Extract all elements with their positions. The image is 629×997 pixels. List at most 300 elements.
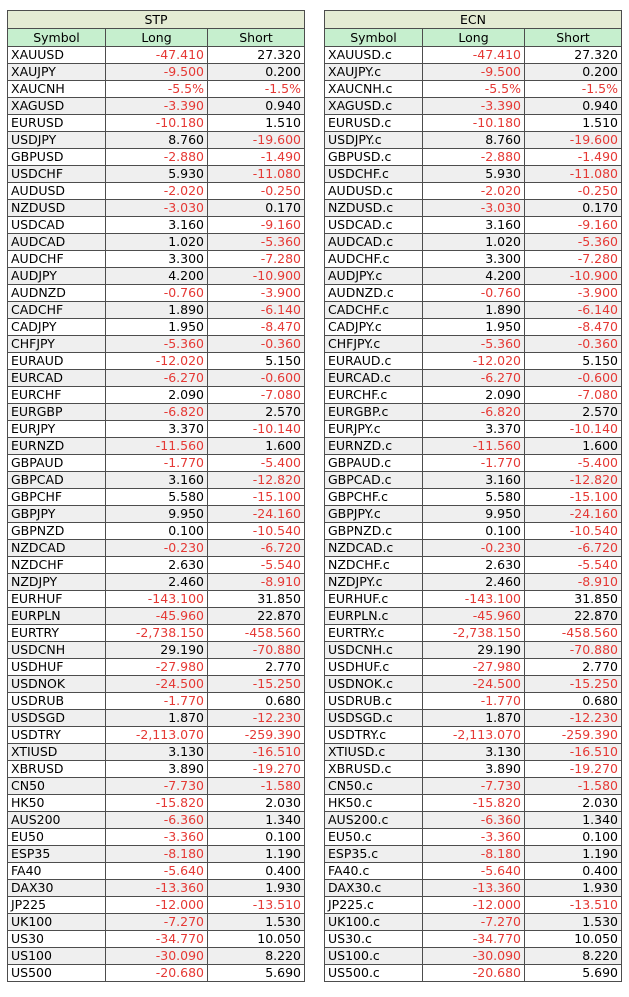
- short-swap-cell: 2.030: [525, 795, 622, 812]
- symbol-cell: NZDJPY: [8, 574, 106, 591]
- table-row: [8, 47, 305, 64]
- symbol-cell: USDCAD.c: [325, 217, 423, 234]
- table-row: [8, 897, 305, 914]
- symbol-cell: EURUSD.c: [325, 115, 423, 132]
- long-swap-cell: -0.230: [423, 540, 525, 557]
- table-row: [325, 948, 622, 965]
- table-row: [8, 846, 305, 863]
- long-swap-cell: -3.360: [106, 829, 208, 846]
- short-swap-cell: -6.720: [525, 540, 622, 557]
- long-swap-cell: -7.270: [423, 914, 525, 931]
- symbol-cell: HK50: [8, 795, 106, 812]
- table-row: [325, 336, 622, 353]
- symbol-cell: AUDCHF: [8, 251, 106, 268]
- short-swap-cell: -3.900: [208, 285, 305, 302]
- long-swap-cell: 4.200: [423, 268, 525, 285]
- long-swap-cell: -3.030: [106, 200, 208, 217]
- table-row: [325, 557, 622, 574]
- short-swap-cell: -1.490: [208, 149, 305, 166]
- symbol-cell: XTIUSD.c: [325, 744, 423, 761]
- table-row: [8, 863, 305, 880]
- long-swap-cell: 5.580: [423, 489, 525, 506]
- long-swap-cell: -8.180: [106, 846, 208, 863]
- table-row: [8, 965, 305, 982]
- long-swap-cell: -2.020: [106, 183, 208, 200]
- symbol-cell: USDSGD: [8, 710, 106, 727]
- short-swap-cell: -16.510: [525, 744, 622, 761]
- table-row: [325, 574, 622, 591]
- table-row: [8, 914, 305, 931]
- long-swap-cell: -5.5%: [423, 81, 525, 98]
- short-swap-cell: -0.360: [525, 336, 622, 353]
- symbol-cell: EURPLN: [8, 608, 106, 625]
- long-swap-cell: 1.870: [423, 710, 525, 727]
- table-row: [325, 812, 622, 829]
- table-row: [8, 880, 305, 897]
- long-swap-cell: -6.270: [106, 370, 208, 387]
- table-row: [8, 710, 305, 727]
- long-swap-cell: -13.360: [106, 880, 208, 897]
- symbol-cell: AUDUSD.c: [325, 183, 423, 200]
- long-swap-cell: -11.560: [106, 438, 208, 455]
- symbol-cell: GBPCAD: [8, 472, 106, 489]
- symbol-cell: NZDJPY.c: [325, 574, 423, 591]
- short-swap-cell: -19.600: [525, 132, 622, 149]
- short-swap-cell: -12.230: [525, 710, 622, 727]
- long-swap-cell: -3.390: [106, 98, 208, 115]
- table-row: [325, 183, 622, 200]
- symbol-cell: EURGBP: [8, 404, 106, 421]
- table-row: [325, 98, 622, 115]
- short-swap-cell: -1.580: [208, 778, 305, 795]
- short-swap-cell: 2.570: [208, 404, 305, 421]
- long-swap-cell: 3.890: [423, 761, 525, 778]
- long-swap-cell: -47.410: [423, 47, 525, 64]
- long-swap-cell: -1.770: [106, 693, 208, 710]
- symbol-cell: XBRUSD: [8, 761, 106, 778]
- symbol-cell: USDHUF.c: [325, 659, 423, 676]
- short-swap-cell: -7.280: [525, 251, 622, 268]
- symbol-cell: GBPJPY: [8, 506, 106, 523]
- table-row: [8, 149, 305, 166]
- short-swap-cell: -24.160: [525, 506, 622, 523]
- symbol-cell: FA40: [8, 863, 106, 880]
- long-swap-cell: 3.130: [106, 744, 208, 761]
- symbol-cell: EU50: [8, 829, 106, 846]
- table-row: [8, 812, 305, 829]
- table-row: [325, 523, 622, 540]
- column-header-short: Short: [525, 29, 622, 47]
- short-swap-cell: -10.140: [208, 421, 305, 438]
- table-row: [325, 642, 622, 659]
- table-row: [325, 319, 622, 336]
- symbol-cell: XAGUSD: [8, 98, 106, 115]
- long-swap-cell: -12.000: [423, 897, 525, 914]
- table-row: [8, 268, 305, 285]
- long-swap-cell: -11.560: [423, 438, 525, 455]
- long-swap-cell: -2,738.150: [423, 625, 525, 642]
- symbol-cell: GBPCHF: [8, 489, 106, 506]
- symbol-cell: EURUSD: [8, 115, 106, 132]
- long-swap-cell: -12.020: [106, 353, 208, 370]
- symbol-cell: US500: [8, 965, 106, 982]
- table-row: [8, 421, 305, 438]
- short-swap-cell: -10.540: [525, 523, 622, 540]
- table-row: [325, 897, 622, 914]
- symbol-cell: GBPUSD: [8, 149, 106, 166]
- symbol-cell: CADCHF.c: [325, 302, 423, 319]
- short-swap-cell: -7.080: [525, 387, 622, 404]
- symbol-cell: USDTRY.c: [325, 727, 423, 744]
- symbol-cell: CADJPY.c: [325, 319, 423, 336]
- long-swap-cell: -3.360: [423, 829, 525, 846]
- long-swap-cell: -24.500: [106, 676, 208, 693]
- table-row: [8, 761, 305, 778]
- short-swap-cell: -7.080: [208, 387, 305, 404]
- long-swap-cell: -1.770: [423, 455, 525, 472]
- short-swap-cell: -5.540: [525, 557, 622, 574]
- symbol-cell: AUDNZD.c: [325, 285, 423, 302]
- long-swap-cell: -12.020: [423, 353, 525, 370]
- table-row: [8, 659, 305, 676]
- symbol-cell: EURHUF.c: [325, 591, 423, 608]
- symbol-cell: EURCAD: [8, 370, 106, 387]
- short-swap-cell: 10.050: [525, 931, 622, 948]
- symbol-cell: EURNZD.c: [325, 438, 423, 455]
- long-swap-cell: 2.090: [423, 387, 525, 404]
- short-swap-cell: -1.580: [525, 778, 622, 795]
- short-swap-cell: -24.160: [208, 506, 305, 523]
- long-swap-cell: 5.580: [106, 489, 208, 506]
- symbol-cell: NZDCAD.c: [325, 540, 423, 557]
- table-row: [8, 931, 305, 948]
- short-swap-cell: -259.390: [208, 727, 305, 744]
- short-swap-cell: 5.150: [525, 353, 622, 370]
- long-swap-cell: 3.300: [423, 251, 525, 268]
- long-swap-cell: -2.880: [423, 149, 525, 166]
- table-row: [325, 880, 622, 897]
- table-row: [8, 642, 305, 659]
- symbol-cell: USDRUB: [8, 693, 106, 710]
- symbol-cell: AUDCHF.c: [325, 251, 423, 268]
- table-row: [8, 183, 305, 200]
- symbol-cell: AUDUSD: [8, 183, 106, 200]
- long-swap-cell: 5.930: [106, 166, 208, 183]
- short-swap-cell: 8.220: [525, 948, 622, 965]
- long-swap-cell: -13.360: [423, 880, 525, 897]
- long-swap-cell: -12.000: [106, 897, 208, 914]
- short-swap-cell: 0.680: [525, 693, 622, 710]
- table-row: [325, 455, 622, 472]
- symbol-cell: US30: [8, 931, 106, 948]
- short-swap-cell: 1.530: [208, 914, 305, 931]
- symbol-cell: GBPUSD.c: [325, 149, 423, 166]
- short-swap-cell: -12.820: [208, 472, 305, 489]
- symbol-cell: USDHUF: [8, 659, 106, 676]
- long-swap-cell: -20.680: [423, 965, 525, 982]
- short-swap-cell: -70.880: [208, 642, 305, 659]
- symbol-cell: EURAUD.c: [325, 353, 423, 370]
- table-row: [325, 676, 622, 693]
- short-swap-cell: -5.360: [208, 234, 305, 251]
- short-swap-cell: -10.140: [525, 421, 622, 438]
- short-swap-cell: -8.470: [525, 319, 622, 336]
- table-row: [325, 438, 622, 455]
- symbol-cell: JP225.c: [325, 897, 423, 914]
- long-swap-cell: -30.090: [423, 948, 525, 965]
- symbol-cell: NZDCHF.c: [325, 557, 423, 574]
- long-swap-cell: -45.960: [423, 608, 525, 625]
- symbol-cell: GBPAUD.c: [325, 455, 423, 472]
- short-swap-cell: 22.870: [525, 608, 622, 625]
- short-swap-cell: -12.230: [208, 710, 305, 727]
- long-swap-cell: 1.870: [106, 710, 208, 727]
- short-swap-cell: 2.770: [208, 659, 305, 676]
- symbol-cell: EURTRY.c: [325, 625, 423, 642]
- symbol-cell: EURGBP.c: [325, 404, 423, 421]
- short-swap-cell: 1.510: [208, 115, 305, 132]
- short-swap-cell: -6.720: [208, 540, 305, 557]
- table-row: [8, 200, 305, 217]
- short-swap-cell: 22.870: [208, 608, 305, 625]
- short-swap-cell: 2.770: [525, 659, 622, 676]
- symbol-cell: EURPLN.c: [325, 608, 423, 625]
- symbol-cell: NZDUSD.c: [325, 200, 423, 217]
- symbol-cell: US100.c: [325, 948, 423, 965]
- symbol-cell: XAUJPY: [8, 64, 106, 81]
- table-row: [325, 931, 622, 948]
- table-row: [325, 47, 622, 64]
- long-swap-cell: 2.460: [106, 574, 208, 591]
- long-swap-cell: 2.090: [106, 387, 208, 404]
- column-header-symbol: Symbol: [8, 29, 106, 47]
- short-swap-cell: -10.540: [208, 523, 305, 540]
- table-row: [8, 574, 305, 591]
- short-swap-cell: 1.510: [525, 115, 622, 132]
- long-swap-cell: -0.760: [106, 285, 208, 302]
- long-swap-cell: -34.770: [106, 931, 208, 948]
- symbol-cell: DAX30.c: [325, 880, 423, 897]
- table-row: [325, 914, 622, 931]
- long-swap-cell: -7.730: [423, 778, 525, 795]
- table-row: [325, 693, 622, 710]
- long-swap-cell: 29.190: [423, 642, 525, 659]
- long-swap-cell: -0.230: [106, 540, 208, 557]
- symbol-cell: USDSGD.c: [325, 710, 423, 727]
- short-swap-cell: 0.100: [525, 829, 622, 846]
- long-swap-cell: 9.950: [106, 506, 208, 523]
- ecn-swap-table: [324, 10, 622, 982]
- short-swap-cell: 10.050: [208, 931, 305, 948]
- long-swap-cell: -2.880: [106, 149, 208, 166]
- table-row: [325, 489, 622, 506]
- long-swap-cell: -3.030: [423, 200, 525, 217]
- long-swap-cell: -0.760: [423, 285, 525, 302]
- symbol-cell: USDJPY.c: [325, 132, 423, 149]
- long-swap-cell: 3.370: [106, 421, 208, 438]
- symbol-cell: USDCHF: [8, 166, 106, 183]
- short-swap-cell: -0.600: [208, 370, 305, 387]
- table-row: [8, 778, 305, 795]
- table-row: [325, 591, 622, 608]
- symbol-cell: USDCNH: [8, 642, 106, 659]
- symbol-cell: USDRUB.c: [325, 693, 423, 710]
- symbol-cell: AUDJPY: [8, 268, 106, 285]
- long-swap-cell: -2,738.150: [106, 625, 208, 642]
- symbol-cell: EURNZD: [8, 438, 106, 455]
- symbol-cell: UK100: [8, 914, 106, 931]
- table-row: [325, 370, 622, 387]
- long-swap-cell: -3.390: [423, 98, 525, 115]
- table-row: [325, 421, 622, 438]
- short-swap-cell: 1.340: [525, 812, 622, 829]
- symbol-cell: USDCHF.c: [325, 166, 423, 183]
- table-row: [325, 81, 622, 98]
- long-swap-cell: -6.270: [423, 370, 525, 387]
- short-swap-cell: 8.220: [208, 948, 305, 965]
- long-swap-cell: 3.130: [423, 744, 525, 761]
- long-swap-cell: -5.360: [423, 336, 525, 353]
- symbol-cell: EURCHF.c: [325, 387, 423, 404]
- symbol-cell: CADCHF: [8, 302, 106, 319]
- table-row: [8, 81, 305, 98]
- short-swap-cell: 1.340: [208, 812, 305, 829]
- long-swap-cell: -1.770: [423, 693, 525, 710]
- symbol-cell: US500.c: [325, 965, 423, 982]
- symbol-cell: US100: [8, 948, 106, 965]
- symbol-cell: USDCAD: [8, 217, 106, 234]
- column-header-long: Long: [106, 29, 208, 47]
- table-row: [325, 625, 622, 642]
- long-swap-cell: -10.180: [423, 115, 525, 132]
- table-row: [325, 795, 622, 812]
- short-swap-cell: -0.250: [525, 183, 622, 200]
- symbol-cell: XAUCNH.c: [325, 81, 423, 98]
- symbol-cell: USDNOK: [8, 676, 106, 693]
- long-swap-cell: 0.100: [423, 523, 525, 540]
- long-swap-cell: 3.160: [423, 217, 525, 234]
- short-swap-cell: 1.530: [525, 914, 622, 931]
- symbol-cell: GBPJPY.c: [325, 506, 423, 523]
- long-swap-cell: -6.820: [423, 404, 525, 421]
- long-swap-cell: 8.760: [423, 132, 525, 149]
- table-row: [325, 506, 622, 523]
- long-swap-cell: -5.5%: [106, 81, 208, 98]
- short-swap-cell: -1.490: [525, 149, 622, 166]
- column-header-long: Long: [423, 29, 525, 47]
- symbol-cell: AUDCAD: [8, 234, 106, 251]
- table-row: [8, 455, 305, 472]
- long-swap-cell: 1.020: [106, 234, 208, 251]
- long-swap-cell: -15.820: [423, 795, 525, 812]
- symbol-cell: ESP35.c: [325, 846, 423, 863]
- long-swap-cell: -27.980: [423, 659, 525, 676]
- symbol-cell: EURTRY: [8, 625, 106, 642]
- long-swap-cell: -2,113.070: [423, 727, 525, 744]
- short-swap-cell: 1.190: [208, 846, 305, 863]
- table-row: [325, 540, 622, 557]
- short-swap-cell: -19.600: [208, 132, 305, 149]
- long-swap-cell: 1.020: [423, 234, 525, 251]
- symbol-cell: EURJPY: [8, 421, 106, 438]
- short-swap-cell: -8.910: [525, 574, 622, 591]
- symbol-cell: AUDCAD.c: [325, 234, 423, 251]
- short-swap-cell: -458.560: [208, 625, 305, 642]
- table-row: [8, 693, 305, 710]
- long-swap-cell: -15.820: [106, 795, 208, 812]
- table-row: [8, 523, 305, 540]
- symbol-cell: CN50.c: [325, 778, 423, 795]
- short-swap-cell: 1.930: [525, 880, 622, 897]
- short-swap-cell: -9.160: [208, 217, 305, 234]
- short-swap-cell: -259.390: [525, 727, 622, 744]
- table-row: [325, 166, 622, 183]
- long-swap-cell: -45.960: [106, 608, 208, 625]
- symbol-cell: HK50.c: [325, 795, 423, 812]
- symbol-cell: NZDUSD: [8, 200, 106, 217]
- table-row: [8, 404, 305, 421]
- long-swap-cell: 3.160: [423, 472, 525, 489]
- table-row: [325, 829, 622, 846]
- symbol-cell: EURHUF: [8, 591, 106, 608]
- short-swap-cell: 31.850: [525, 591, 622, 608]
- long-swap-cell: 2.460: [423, 574, 525, 591]
- table-row: [8, 727, 305, 744]
- short-swap-cell: -15.250: [525, 676, 622, 693]
- table-row: [325, 863, 622, 880]
- long-swap-cell: 4.200: [106, 268, 208, 285]
- long-swap-cell: -1.770: [106, 455, 208, 472]
- table-row: [8, 319, 305, 336]
- table-row: [8, 98, 305, 115]
- table-row: [8, 217, 305, 234]
- long-swap-cell: 3.890: [106, 761, 208, 778]
- long-swap-cell: 2.630: [423, 557, 525, 574]
- long-swap-cell: -9.500: [106, 64, 208, 81]
- symbol-cell: ESP35: [8, 846, 106, 863]
- short-swap-cell: -12.820: [525, 472, 622, 489]
- symbol-cell: AUDNZD: [8, 285, 106, 302]
- symbol-cell: CN50: [8, 778, 106, 795]
- short-swap-cell: -16.510: [208, 744, 305, 761]
- symbol-cell: GBPCHF.c: [325, 489, 423, 506]
- short-swap-cell: -6.140: [208, 302, 305, 319]
- long-swap-cell: -24.500: [423, 676, 525, 693]
- short-swap-cell: -15.250: [208, 676, 305, 693]
- long-swap-cell: 3.370: [423, 421, 525, 438]
- symbol-cell: XBRUSD.c: [325, 761, 423, 778]
- symbol-cell: USDNOK.c: [325, 676, 423, 693]
- short-swap-cell: -10.900: [208, 268, 305, 285]
- table-row: [8, 302, 305, 319]
- table-row: [8, 829, 305, 846]
- table-row: [325, 302, 622, 319]
- symbol-cell: AUDJPY.c: [325, 268, 423, 285]
- table-row: [8, 132, 305, 149]
- long-swap-cell: -7.270: [106, 914, 208, 931]
- table-row: [325, 778, 622, 795]
- long-swap-cell: -47.410: [106, 47, 208, 64]
- table-row: [325, 251, 622, 268]
- symbol-cell: AUS200.c: [325, 812, 423, 829]
- long-swap-cell: 8.760: [106, 132, 208, 149]
- table-title: ECN: [325, 11, 622, 29]
- table-row: [8, 472, 305, 489]
- symbol-cell: UK100.c: [325, 914, 423, 931]
- long-swap-cell: -2,113.070: [106, 727, 208, 744]
- short-swap-cell: 5.690: [525, 965, 622, 982]
- short-swap-cell: -13.510: [525, 897, 622, 914]
